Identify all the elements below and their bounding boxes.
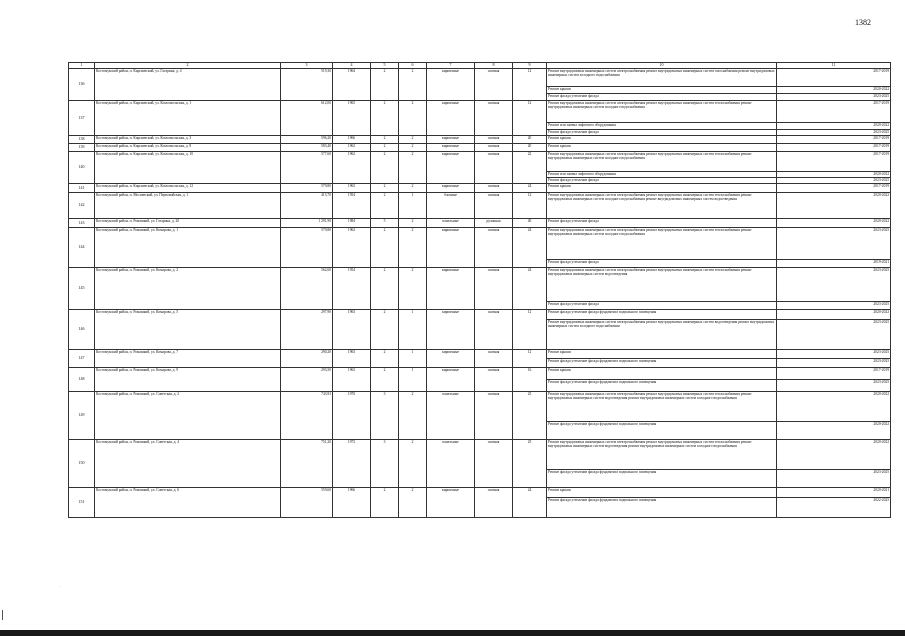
work-period-cell: 2020-2021 [777, 488, 891, 498]
material-cell: панельные [427, 392, 475, 440]
flats-cell: 16 [513, 368, 547, 392]
area-cell: 577,60 [281, 152, 333, 184]
entr-cell: 2 [399, 144, 427, 152]
material-cell: кирпичные [427, 368, 475, 392]
year-cell: 1964 [333, 69, 371, 101]
table-row [69, 193, 891, 219]
table-row [69, 392, 891, 422]
work-type-cell: Ремонт крыши [547, 136, 777, 144]
entr-cell: 1 [399, 310, 427, 350]
work-type-cell: Ремонт фасада утепление фасада [547, 219, 777, 228]
row-number-cell: 143 [69, 219, 95, 228]
column-number-header: 5 [371, 63, 399, 69]
material-cell: блочные [427, 193, 475, 219]
work-type-cell: Ремонт фасада утепление фасада [547, 94, 777, 101]
flats-cell: 40 [513, 219, 547, 228]
address-cell: Костомукский район, п. Кирсневский, ул. Комсомольская, д. 1 [95, 101, 281, 136]
flats-cell: 24 [513, 488, 547, 518]
address-cell: Костомукский район, п. Кирсневский, ул. Комсомольская, д. 12 [95, 184, 281, 193]
work-type-cell: Ремонт или замена лифтового оборудования [547, 172, 777, 178]
flats-cell: 24 [513, 268, 547, 310]
table-row [69, 152, 891, 172]
table-row [69, 101, 891, 123]
floors-cell: 2 [371, 350, 399, 368]
row-number-cell: 150 [69, 440, 95, 488]
floors-cell: 2 [371, 69, 399, 101]
roof-cell: скатная [475, 228, 513, 268]
work-period-cell: 2023-2025 [777, 380, 891, 392]
area-cell: 293,50 [281, 368, 333, 392]
entr-cell: 1 [399, 193, 427, 219]
entr-cell: 2 [399, 101, 427, 136]
column-number-header: 2 [95, 63, 281, 69]
roof-cell: рулонная [475, 219, 513, 228]
address-cell: Костомукский район, п. Кирсневский, ул. Комсомольская, д. 10 [95, 152, 281, 184]
work-period-cell: 2017-2019 [777, 101, 891, 123]
year-cell: 1963 [333, 184, 371, 193]
work-type-cell: Ремонт фасада утепление фасада [547, 130, 777, 136]
work-period-cell: 2017-2019 [777, 136, 891, 144]
row-number-cell: 141 [69, 184, 95, 193]
row-number-cell: 151 [69, 488, 95, 518]
work-period-cell: 2020-2022 [777, 123, 891, 130]
work-period-cell: 2020-2022 [777, 87, 891, 94]
table-row [69, 69, 891, 87]
table-row [69, 184, 891, 193]
work-type-cell: Ремонт крыши [547, 488, 777, 498]
area-cell: 562,60 [281, 268, 333, 310]
floors-cell: 2 [371, 152, 399, 184]
floors-cell: 2 [371, 144, 399, 152]
work-type-cell: Ремонт внутридомовых инженерных систем электроснабжения ремонт внутридомовых инженерных систем водоотведения ремонт внутридомовых инженерных систем холодного водоснабжения [547, 320, 777, 350]
area-cell: 519,30 [281, 69, 333, 101]
flats-cell: 12 [513, 69, 547, 101]
roof-cell: скатная [475, 136, 513, 144]
address-cell: Костомукский район, п. Мосиевский, ул. Первомайская, д. 1 [95, 193, 281, 219]
work-type-cell: Ремонт фасада утепление фасада [547, 178, 777, 184]
work-period-cell: 2022-2025 [777, 498, 891, 518]
year-cell: 1966 [333, 136, 371, 144]
work-period-cell: 2020-2022 [777, 193, 891, 219]
floors-cell: 2 [371, 184, 399, 193]
work-type-cell: Ремонт внутридомовых инженерных систем электроснабжения ремонт внутридомовых инженерных систем теплоснабжения ремонт внутридомовых инженерных систем холодного водоснабжения [547, 228, 777, 260]
table-row [69, 488, 891, 498]
floors-cell: 5 [371, 219, 399, 228]
work-period-cell: 2023-2025 [777, 130, 891, 136]
entr-cell: 1 [399, 368, 427, 392]
table-row [69, 268, 891, 302]
column-number-header: 7 [427, 63, 475, 69]
address-cell: Костомукский район, п. Ромашкий, ул. Советская, д. 6 [95, 488, 281, 518]
address-cell: Костомукский район, п. Ромашкий, ул. Гагарина, д. 20 [95, 219, 281, 228]
row-number-cell: 140 [69, 152, 95, 184]
column-number-header: 8 [475, 63, 513, 69]
floors-cell: 3 [371, 440, 399, 488]
area-cell: 579,80 [281, 228, 333, 268]
table-body [69, 69, 891, 518]
scan-edge-mark [2, 610, 3, 620]
work-type-cell: Ремонт внутридомовых инженерных систем электроснабжения ремонт внутридомовых инженерных систем теплоснабжения ремонт внутридомовых инженерных систем водоотведения [547, 268, 777, 302]
row-number-cell: 142 [69, 193, 95, 219]
address-cell: Костомукский район, п. Ромашкий, ул. Комарова, д. 9 [95, 368, 281, 392]
work-type-cell: Ремонт фасада утепление фасада фундамента подвального помещения [547, 498, 777, 518]
entr-cell: 2 [399, 268, 427, 310]
work-period-cell: 2023-2025 [777, 350, 891, 359]
floors-cell: 2 [371, 310, 399, 350]
year-cell: 1965 [333, 101, 371, 136]
flats-cell: 12 [513, 350, 547, 368]
work-period-cell: 2023-2025 [777, 470, 891, 488]
entr-cell: 2 [399, 69, 427, 101]
roof-cell: скатная [475, 101, 513, 136]
work-period-cell: 2020-2022 [777, 422, 891, 440]
address-cell: Костомукский район, п. Ромашкий, ул. Комарова, д. 2 [95, 268, 281, 310]
material-cell: кирпичные [427, 136, 475, 144]
floors-cell: 2 [371, 228, 399, 268]
work-type-cell: Ремонт внутридомовых инженерных систем электроснабжения ремонт внутридомовых инженерных систем теплоснабжения ремонт внутридомовых инженерных систем водоотведения ремонт внутридомовых инженерных систем холодного водоснабжения [547, 392, 777, 422]
material-cell: кирпичные [427, 268, 475, 310]
address-cell: Костомукский район, п. Ромашкий, ул. Комарова, д. 7 [95, 350, 281, 368]
table-row [69, 144, 891, 152]
column-number-header: 4 [333, 63, 371, 69]
flats-cell: 23 [513, 392, 547, 440]
row-number-cell: 147 [69, 350, 95, 368]
row-number-cell: 148 [69, 368, 95, 392]
work-type-cell: Ремонт крыши [547, 144, 777, 152]
entr-cell: 2 [399, 184, 427, 193]
address-cell: Костомукский район, п. Ромашкий, ул. Советская, д. 2 [95, 392, 281, 440]
work-period-cell: 2023-2025 [777, 320, 891, 350]
scan-artifact: · [60, 584, 62, 589]
area-cell: 583,40 [281, 144, 333, 152]
address-cell: Костомукский район, п. Ромашкий, ул. Комарова, д. 5 [95, 310, 281, 350]
row-number-cell: 136 [69, 69, 95, 101]
work-period-cell: 2017-2019 [777, 69, 891, 87]
work-period-cell: 2023-2025 [777, 359, 891, 368]
roof-cell: скатная [475, 350, 513, 368]
year-cell: 1962 [333, 144, 371, 152]
year-cell: 1966 [333, 488, 371, 518]
table-row [69, 219, 891, 228]
area-cell: 612,00 [281, 101, 333, 136]
year-cell: 1954 [333, 268, 371, 310]
material-cell: панельные [427, 219, 475, 228]
year-cell: 1963 [333, 310, 371, 350]
roof-cell: скатная [475, 144, 513, 152]
entr-cell: 2 [399, 488, 427, 518]
scan-bottom-border [0, 630, 905, 636]
entr-cell: 2 [399, 228, 427, 268]
work-type-cell: Ремонт фасада утепление фасада [547, 302, 777, 310]
work-type-cell: Ремонт крыши [547, 184, 777, 193]
flats-cell: 24 [513, 184, 547, 193]
roof-cell: скатная [475, 488, 513, 518]
entr-cell: 2 [399, 152, 427, 184]
area-cell: 290,20 [281, 350, 333, 368]
row-number-cell: 139 [69, 144, 95, 152]
roof-cell: скатная [475, 440, 513, 488]
column-number-header: 6 [399, 63, 427, 69]
work-period-cell: 2020-2022 [777, 219, 891, 228]
table-row [69, 350, 891, 359]
area-cell: 743,93 [281, 392, 333, 440]
work-period-cell: 2017-2019 [777, 152, 891, 172]
work-period-cell: 2019-2021 [777, 260, 891, 268]
year-cell: 1962 [333, 228, 371, 268]
page-number: 1382 [855, 18, 871, 27]
work-type-cell: Ремонт или замена лифтового оборудования [547, 123, 777, 130]
flats-cell: 12 [513, 193, 547, 219]
roof-cell: скатная [475, 193, 513, 219]
year-cell: 1963 [333, 350, 371, 368]
roof-cell: скатная [475, 392, 513, 440]
work-period-cell: 2020-2022 [777, 440, 891, 470]
roof-cell: скатная [475, 69, 513, 101]
material-cell: кирпичные [427, 310, 475, 350]
address-cell: Костомукский район, п. Кирсневский, ул. Гагарина, д. 4 [95, 69, 281, 101]
material-cell: кирпичные [427, 69, 475, 101]
year-cell: 1973 [333, 440, 371, 488]
row-number-cell: 144 [69, 228, 95, 268]
year-cell: 1970 [333, 392, 371, 440]
column-number-header: 9 [513, 63, 547, 69]
floors-cell: 2 [371, 136, 399, 144]
work-type-cell: Ремонт фасада утепление фасада фундамента подвального помещения [547, 422, 777, 440]
work-type-cell: Ремонт внутридомовых инженерных систем электроснабжения ремонт внутридомовых инженерных систем газоснабжения ремонт внутридомовых инженерных систем холодного водоснабжения [547, 69, 777, 87]
work-type-cell: Ремонт крыши [547, 368, 777, 380]
work-period-cell: 2017-2019 [777, 368, 891, 380]
flats-cell: 12 [513, 310, 547, 350]
flats-cell: 22 [513, 152, 547, 184]
roof-cell: скатная [475, 152, 513, 184]
material-cell: кирпичные [427, 350, 475, 368]
column-number-header: 10 [547, 63, 777, 69]
column-number-header: 11 [777, 63, 891, 69]
area-cell: 579,80 [281, 184, 333, 193]
roof-cell: скатная [475, 310, 513, 350]
roof-cell: скатная [475, 368, 513, 392]
work-type-cell: Ремонт фасада утепление фасада фундамента подвального помещения [547, 470, 777, 488]
column-number-header: 3 [281, 63, 333, 69]
table-row [69, 310, 891, 320]
entr-cell: 1 [399, 350, 427, 368]
work-type-cell: Ремонт крыши [547, 87, 777, 94]
work-period-cell: 2023-2025 [777, 302, 891, 310]
material-cell: кирпичные [427, 228, 475, 268]
address-cell: Костомукский район, п. Ромашкий, ул. Комарова, д. 1 [95, 228, 281, 268]
floors-cell: 2 [371, 193, 399, 219]
flats-cell: 24 [513, 228, 547, 268]
row-number-cell: 149 [69, 392, 95, 440]
work-type-cell: Ремонт фасада утепление фасада фундамента подвального помещения [547, 359, 777, 368]
address-cell: Костомукский район, п. Кирсневский, ул. Комсомольская, д. 8 [95, 144, 281, 152]
material-cell: кирпичные [427, 488, 475, 518]
work-type-cell: Ремонт фасада утепление фасада [547, 260, 777, 268]
material-cell: кирпичные [427, 152, 475, 184]
entr-cell: 2 [399, 219, 427, 228]
column-number-header: 1 [69, 63, 95, 69]
entr-cell: 2 [399, 136, 427, 144]
material-cell: кирпичные [427, 101, 475, 136]
address-cell: Костомукский район, п. Ромашкий, ул. Советская, д. 4 [95, 440, 281, 488]
area-cell: 1 291,90 [281, 219, 333, 228]
housing-register-table [68, 62, 891, 518]
roof-cell: скатная [475, 268, 513, 310]
area-cell: 297,90 [281, 310, 333, 350]
table-row [69, 136, 891, 144]
year-cell: 1984 [333, 219, 371, 228]
work-period-cell: 2020-2022 [777, 310, 891, 320]
area-cell: 751,20 [281, 440, 333, 488]
material-cell: панельные [427, 440, 475, 488]
roof-cell: скатная [475, 184, 513, 193]
table-row [69, 368, 891, 380]
work-period-cell: 2020-2022 [777, 392, 891, 422]
work-period-cell: 2023-2025 [777, 268, 891, 302]
work-period-cell: 2017-2019 [777, 144, 891, 152]
work-period-cell: 2023-2025 [777, 94, 891, 101]
work-type-cell: Ремонт внутридомовых инженерных систем электроснабжения ремонт внутридомовых инженерных систем теплоснабжения ремонт внутридомовых инженерных систем холодного водоснабжения ремонт внутридомовых инженерных систем водоотведения [547, 193, 777, 219]
material-cell: кирпичные [427, 184, 475, 193]
work-period-cell: 2020-2022 [777, 172, 891, 178]
work-type-cell: Ремонт крыши [547, 350, 777, 359]
address-cell: Костомукский район, п. Кирсневский, ул. Комсомольская, д. 3 [95, 136, 281, 144]
year-cell: 1963 [333, 368, 371, 392]
table-row [69, 228, 891, 260]
entr-cell: 2 [399, 440, 427, 488]
material-cell: кирпичные [427, 144, 475, 152]
work-type-cell: Ремонт внутридомовых инженерных систем электроснабжения ремонт внутридомовых инженерных систем теплоснабжения ремонт внутридомовых инженерных систем холодного водоснабжения [547, 152, 777, 172]
work-type-cell: Ремонт внутридомовых инженерных систем электроснабжения ремонт внутридомовых инженерных систем теплоснабжения ремонт внутридомовых инженерных систем холодного водоснабжения [547, 101, 777, 123]
work-type-cell: Ремонт внутридомовых инженерных систем электроснабжения ремонт внутридомовых инженерных систем теплоснабжения ремонт внутридомовых инженерных систем водоотведения ремонт внутридомовых инженерных систем холодного водоснабжения [547, 440, 777, 470]
floors-cell: 2 [371, 268, 399, 310]
work-period-cell: 2017-2019 [777, 184, 891, 193]
flats-cell: 25 [513, 440, 547, 488]
floors-cell: 2 [371, 488, 399, 518]
row-number-cell: 146 [69, 310, 95, 350]
work-period-cell: 2023-2025 [777, 228, 891, 260]
table-row [69, 440, 891, 470]
flats-cell: 20 [513, 136, 547, 144]
entr-cell: 2 [399, 392, 427, 440]
floors-cell: 3 [371, 392, 399, 440]
work-type-cell: Ремонт фасада утепление фасада фундамента подвального помещения [547, 380, 777, 392]
work-period-cell: 2023-2025 [777, 178, 891, 184]
work-type-cell: Ремонт фасада утепление фасада фундамента подвального помещения [547, 310, 777, 320]
area-cell: 413,70 [281, 193, 333, 219]
flats-cell: 20 [513, 144, 547, 152]
flats-cell: 12 [513, 101, 547, 136]
year-cell: 1954 [333, 193, 371, 219]
year-cell: 1962 [333, 152, 371, 184]
area-cell: 559,60 [281, 488, 333, 518]
row-number-cell: 145 [69, 268, 95, 310]
row-number-cell: 138 [69, 136, 95, 144]
area-cell: 596,20 [281, 136, 333, 144]
floors-cell: 2 [371, 368, 399, 392]
row-number-cell: 137 [69, 101, 95, 136]
floors-cell: 2 [371, 101, 399, 136]
